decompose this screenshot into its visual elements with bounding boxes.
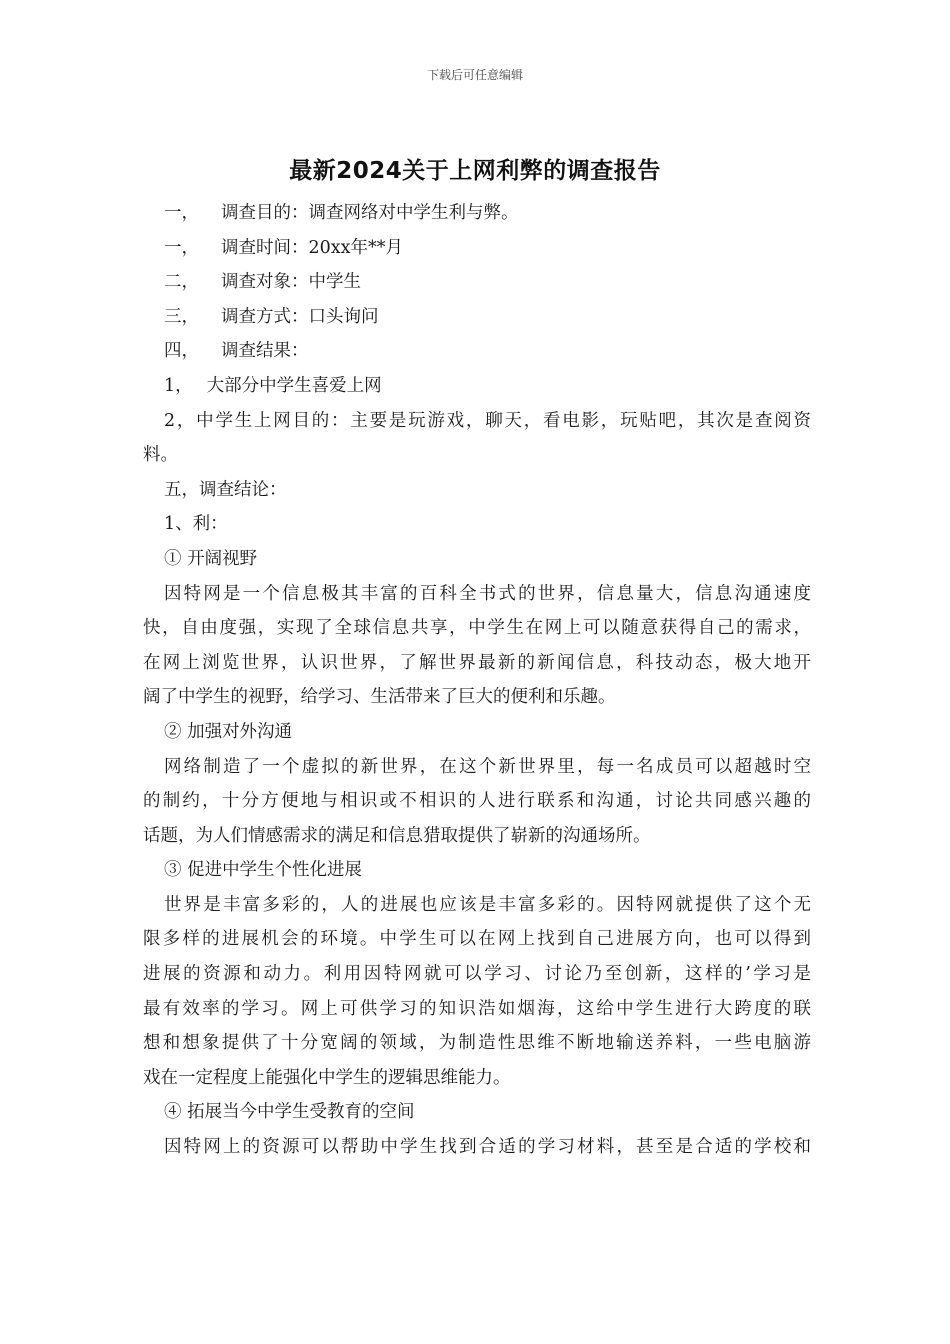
section-3-line: 限多样的进展机会的环境。中学生可以在网上找到自己进展方向，也可以得到 bbox=[143, 929, 811, 950]
item-text: 调查时间：20xx年**月 bbox=[221, 237, 404, 258]
header-note: 下载后可任意编辑 bbox=[426, 68, 523, 82]
item-number: 三， bbox=[164, 306, 199, 327]
item-result bbox=[143, 334, 811, 369]
result-number: 1， bbox=[164, 375, 193, 396]
section-1-line: 阔了中学生的视野，给学习、生活带来了巨大的便利和乐趣。 bbox=[143, 687, 616, 708]
item-number: 一， bbox=[164, 237, 199, 258]
section-3-line: 戏在一定程度上能强化中学生的逻辑思维能力。 bbox=[143, 1067, 511, 1088]
section-2-title: ② 加强对外沟通 bbox=[164, 721, 293, 742]
item-purpose bbox=[143, 196, 811, 231]
section-2-line: 的制约，十分方便地与相识或不相识的人进行联系和沟通，讨论共同感兴趣的 bbox=[143, 791, 811, 812]
section-1-line: 快，自由度强，实现了全球信息共享，中学生在网上可以随意获得自己的需求， bbox=[143, 618, 811, 639]
document-title: 最新2024关于上网利弊的调查报告 bbox=[289, 158, 661, 184]
item-text: 调查结果： bbox=[221, 341, 309, 362]
item-number: 四， bbox=[164, 341, 199, 362]
section-1-title: ① 开阔视野 bbox=[164, 548, 258, 569]
item-number: 二， bbox=[164, 272, 199, 293]
document-body bbox=[143, 196, 811, 1165]
item-time bbox=[143, 231, 811, 266]
conclusion-heading: 五，调查结论： bbox=[164, 479, 287, 500]
result-2-line-1: 2，中学生上网目的：主要是玩游戏，聊天，看电影，玩贴吧，其次是查阅资 bbox=[164, 410, 811, 431]
pros-heading: 1、利： bbox=[164, 514, 228, 535]
section-1-line: 在网上浏览世界，认识世界，了解世界最新的新闻信息，科技动态，极大地开 bbox=[143, 652, 811, 673]
section-3-line: 世界是丰富多彩的，人的进展也应该是丰富多彩的。因特网就提供了这个无 bbox=[164, 894, 811, 915]
item-text: 调查目的：调查网络对中学生利与弊。 bbox=[221, 203, 519, 223]
section-4-title: ④ 拓展当今中学生受教育的空间 bbox=[164, 1102, 415, 1123]
item-method bbox=[143, 300, 811, 335]
result-text: 大部分中学生喜爱上网 bbox=[206, 375, 382, 396]
item-text: 调查方式：口头询问 bbox=[221, 306, 379, 327]
section-3-line: 最有效率的学习。网上可供学习的知识浩如烟海，这给中学生进行大跨度的联 bbox=[143, 998, 811, 1019]
item-text: 调查对象：中学生 bbox=[221, 272, 361, 293]
item-target bbox=[143, 265, 811, 300]
section-3-line: 想和想象提供了十分宽阔的领域，为制造性思维不断地输送养料，一些电脑游 bbox=[143, 1033, 811, 1054]
section-2-line: 话题，为人们情感需求的满足和信息猎取提供了崭新的沟通场所。 bbox=[143, 825, 651, 846]
item-number: 一， bbox=[164, 203, 199, 223]
result-1 bbox=[143, 369, 811, 404]
section-3-title: ③ 促进中学生个性化进展 bbox=[164, 860, 363, 881]
result-2-line-2: 料。 bbox=[143, 445, 178, 466]
section-1-line: 因特网是一个信息极其丰富的百科全书式的世界，信息量大，信息沟通速度 bbox=[164, 583, 811, 604]
section-2-line: 网络制造了一个虚拟的新世界，在这个新世界里，每一名成员可以超越时空 bbox=[164, 756, 811, 777]
section-4-line: 因特网上的资源可以帮助中学生找到合适的学习材料，甚至是合适的学校和 bbox=[164, 1137, 811, 1158]
section-3-line: 进展的资源和动力。利用因特网就可以学习、讨论乃至创新，这样的’学习是 bbox=[143, 964, 811, 985]
